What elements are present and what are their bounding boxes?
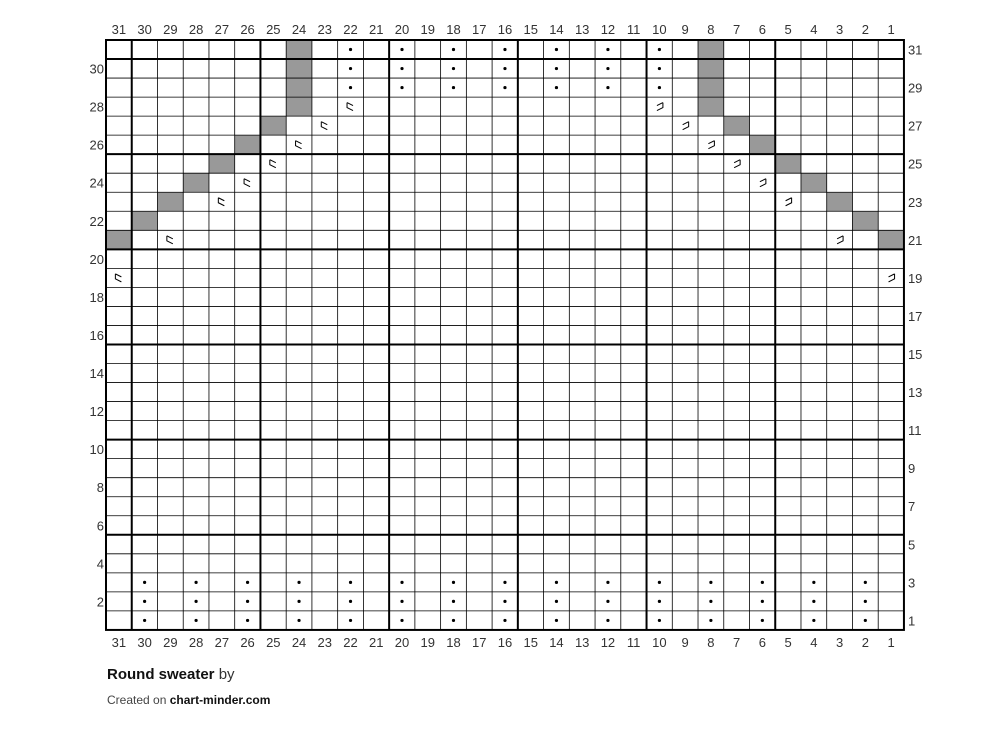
column-label-bottom: 19 xyxy=(420,634,435,650)
purl-symbol xyxy=(864,581,867,584)
no-stitch-cell xyxy=(286,59,312,78)
purl-symbol xyxy=(503,619,506,622)
purl-symbol xyxy=(606,600,609,603)
column-label-bottom: 4 xyxy=(810,634,818,650)
row-label-left: 4 xyxy=(96,556,104,572)
purl-symbol xyxy=(143,600,146,603)
purl-symbol xyxy=(761,581,764,584)
purl-symbol xyxy=(349,619,352,622)
row-label-right: 27 xyxy=(907,118,923,134)
no-stitch-cell xyxy=(157,192,183,211)
purl-symbol xyxy=(349,67,352,70)
column-label-bottom: 15 xyxy=(523,634,538,650)
row-label-left: 30 xyxy=(89,61,104,77)
row-label-right: 11 xyxy=(907,423,922,439)
row-label-right: 3 xyxy=(907,575,916,591)
purl-symbol xyxy=(709,581,712,584)
column-label-top: 30 xyxy=(137,22,152,37)
column-label-top: 3 xyxy=(835,22,844,37)
purl-symbol xyxy=(606,67,609,70)
column-label-top: 20 xyxy=(394,22,410,37)
purl-symbol xyxy=(709,600,712,603)
row-label-left: 6 xyxy=(96,518,104,534)
chart-title: Round sweater xyxy=(107,666,215,683)
no-stitch-cell xyxy=(260,116,286,135)
chart-background xyxy=(106,40,904,630)
column-label-bottom: 26 xyxy=(240,634,255,650)
purl-symbol xyxy=(246,600,249,603)
purl-symbol xyxy=(812,581,815,584)
no-stitch-cell xyxy=(286,40,312,59)
column-label-bottom: 5 xyxy=(784,634,792,650)
purl-symbol xyxy=(658,48,661,51)
purl-symbol xyxy=(812,619,815,622)
purl-symbol xyxy=(297,581,300,584)
column-label-top: 8 xyxy=(707,22,715,37)
column-label-bottom: 16 xyxy=(497,634,513,650)
purl-symbol xyxy=(555,619,558,622)
purl-symbol xyxy=(400,581,403,584)
row-label-left: 12 xyxy=(89,404,104,420)
row-label-left: 20 xyxy=(89,251,104,267)
purl-symbol xyxy=(349,48,352,51)
purl-symbol xyxy=(349,581,352,584)
no-stitch-cell xyxy=(183,173,209,192)
row-label-right: 21 xyxy=(907,232,923,248)
column-label-top: 18 xyxy=(446,22,461,37)
column-label-bottom: 28 xyxy=(188,634,204,650)
chart-footer xyxy=(107,664,270,707)
row-label-left: 18 xyxy=(89,289,104,305)
purl-symbol xyxy=(503,67,506,70)
column-label-bottom: 23 xyxy=(317,634,333,650)
row-label-right: 9 xyxy=(907,461,916,477)
column-label-bottom: 2 xyxy=(861,634,869,650)
column-label-top: 24 xyxy=(291,22,307,37)
row-label-right: 19 xyxy=(907,270,923,286)
column-label-bottom: 13 xyxy=(574,634,590,650)
purl-symbol xyxy=(606,619,609,622)
purl-symbol xyxy=(606,581,609,584)
row-label-right: 15 xyxy=(907,346,923,362)
purl-symbol xyxy=(709,619,712,622)
purl-symbol xyxy=(400,619,403,622)
row-label-right: 31 xyxy=(907,42,923,58)
column-label-bottom: 27 xyxy=(214,634,230,650)
column-label-top: 1 xyxy=(887,22,895,37)
column-label-top: 26 xyxy=(240,22,255,37)
column-label-bottom: 29 xyxy=(163,634,178,650)
column-label-bottom: 31 xyxy=(111,634,127,650)
no-stitch-cell xyxy=(286,78,312,97)
purl-symbol xyxy=(400,86,403,89)
purl-symbol xyxy=(761,619,764,622)
column-label-bottom: 3 xyxy=(835,634,844,650)
column-label-bottom: 14 xyxy=(549,634,564,650)
row-label-left: 24 xyxy=(89,175,104,191)
no-stitch-cell xyxy=(286,97,312,116)
purl-symbol xyxy=(400,67,403,70)
purl-symbol xyxy=(452,86,455,89)
column-label-top: 9 xyxy=(681,22,689,37)
column-label-top: 11 xyxy=(626,22,641,37)
purl-symbol xyxy=(555,86,558,89)
purl-symbol xyxy=(864,619,867,622)
row-label-left: 22 xyxy=(89,213,104,229)
row-label-right: 7 xyxy=(907,499,916,515)
purl-symbol xyxy=(606,86,609,89)
row-label-right: 23 xyxy=(907,194,923,210)
column-label-top: 14 xyxy=(549,22,564,37)
column-label-top: 23 xyxy=(317,22,333,37)
purl-symbol xyxy=(658,86,661,89)
purl-symbol xyxy=(658,67,661,70)
purl-symbol xyxy=(452,600,455,603)
row-label-left: 8 xyxy=(96,480,104,496)
column-label-top: 15 xyxy=(523,22,538,37)
no-stitch-cell xyxy=(106,230,132,249)
no-stitch-cell xyxy=(698,78,724,97)
purl-symbol xyxy=(658,619,661,622)
column-label-bottom: 18 xyxy=(446,634,461,650)
chart-title-line xyxy=(107,664,270,686)
column-label-bottom: 25 xyxy=(266,634,281,650)
purl-symbol xyxy=(503,86,506,89)
column-label-top: 31 xyxy=(111,22,127,37)
purl-symbol xyxy=(143,619,146,622)
no-stitch-cell xyxy=(209,154,235,173)
column-label-top: 2 xyxy=(861,22,869,37)
purl-symbol xyxy=(246,619,249,622)
column-label-bottom: 17 xyxy=(471,634,487,650)
column-label-top: 7 xyxy=(733,22,741,37)
row-label-left: 14 xyxy=(89,366,104,382)
column-label-top: 4 xyxy=(810,22,818,37)
column-label-top: 16 xyxy=(497,22,513,37)
purl-symbol xyxy=(555,600,558,603)
purl-symbol xyxy=(503,600,506,603)
row-label-right: 1 xyxy=(907,613,916,629)
column-label-top: 12 xyxy=(600,22,616,37)
purl-symbol xyxy=(194,600,197,603)
purl-symbol xyxy=(761,600,764,603)
no-stitch-cell xyxy=(801,173,827,192)
purl-symbol xyxy=(452,48,455,51)
purl-symbol xyxy=(606,48,609,51)
purl-symbol xyxy=(349,86,352,89)
row-label-left: 10 xyxy=(89,442,104,458)
column-label-top: 29 xyxy=(163,22,178,37)
row-label-right: 29 xyxy=(907,80,923,96)
column-label-top: 5 xyxy=(784,22,792,37)
column-label-bottom: 9 xyxy=(681,634,689,650)
no-stitch-cell xyxy=(698,40,724,59)
row-label-right: 25 xyxy=(907,156,923,172)
no-stitch-cell xyxy=(724,116,750,135)
no-stitch-cell xyxy=(698,59,724,78)
column-label-top: 21 xyxy=(369,22,384,37)
site-link[interactable]: chart-minder.com xyxy=(169,693,271,707)
purl-symbol xyxy=(194,619,197,622)
purl-symbol xyxy=(297,600,300,603)
purl-symbol xyxy=(555,581,558,584)
column-label-bottom: 12 xyxy=(600,634,616,650)
column-label-top: 19 xyxy=(420,22,435,37)
purl-symbol xyxy=(400,600,403,603)
purl-symbol xyxy=(143,581,146,584)
column-label-top: 17 xyxy=(471,22,487,37)
no-stitch-cell xyxy=(827,192,853,211)
column-label-bottom: 21 xyxy=(369,634,384,650)
purl-symbol xyxy=(452,619,455,622)
row-label-left: 16 xyxy=(89,327,104,343)
row-label-left: 28 xyxy=(89,99,104,115)
column-label-top: 25 xyxy=(266,22,281,37)
row-label-right: 17 xyxy=(907,308,923,324)
column-label-bottom: 20 xyxy=(394,634,410,650)
row-label-right: 13 xyxy=(907,385,923,401)
column-label-top: 22 xyxy=(343,22,358,37)
purl-symbol xyxy=(555,67,558,70)
chart-author-by: by xyxy=(218,666,235,683)
purl-symbol xyxy=(246,581,249,584)
row-label-left: 2 xyxy=(96,594,104,610)
purl-symbol xyxy=(503,581,506,584)
created-prefix: Created on xyxy=(107,693,167,707)
purl-symbol xyxy=(452,581,455,584)
column-label-bottom: 1 xyxy=(887,634,895,650)
no-stitch-cell xyxy=(750,135,776,154)
purl-symbol xyxy=(349,600,352,603)
purl-symbol xyxy=(864,600,867,603)
column-label-top: 6 xyxy=(758,22,766,37)
no-stitch-cell xyxy=(698,97,724,116)
column-label-bottom: 30 xyxy=(137,634,152,650)
row-label-right: 5 xyxy=(907,537,916,553)
column-label-top: 10 xyxy=(652,22,667,37)
no-stitch-cell xyxy=(775,154,801,173)
column-label-bottom: 11 xyxy=(626,634,641,650)
purl-symbol xyxy=(658,600,661,603)
purl-symbol xyxy=(452,67,455,70)
no-stitch-cell xyxy=(852,211,878,230)
column-label-bottom: 24 xyxy=(291,634,307,650)
purl-symbol xyxy=(194,581,197,584)
no-stitch-cell xyxy=(878,230,904,249)
column-label-bottom: 10 xyxy=(652,634,667,650)
purl-symbol xyxy=(400,48,403,51)
purl-symbol xyxy=(812,600,815,603)
purl-symbol xyxy=(503,48,506,51)
purl-symbol xyxy=(555,48,558,51)
column-label-bottom: 8 xyxy=(707,634,715,650)
column-label-top: 27 xyxy=(214,22,230,37)
purl-symbol xyxy=(658,581,661,584)
column-label-bottom: 7 xyxy=(733,634,741,650)
purl-symbol xyxy=(297,619,300,622)
no-stitch-cell xyxy=(235,135,261,154)
row-label-left: 26 xyxy=(89,137,104,153)
column-label-bottom: 22 xyxy=(343,634,358,650)
no-stitch-cell xyxy=(132,211,158,230)
created-on-line xyxy=(107,693,270,707)
column-label-bottom: 6 xyxy=(758,634,766,650)
column-label-top: 28 xyxy=(188,22,204,37)
column-label-top: 13 xyxy=(574,22,590,37)
